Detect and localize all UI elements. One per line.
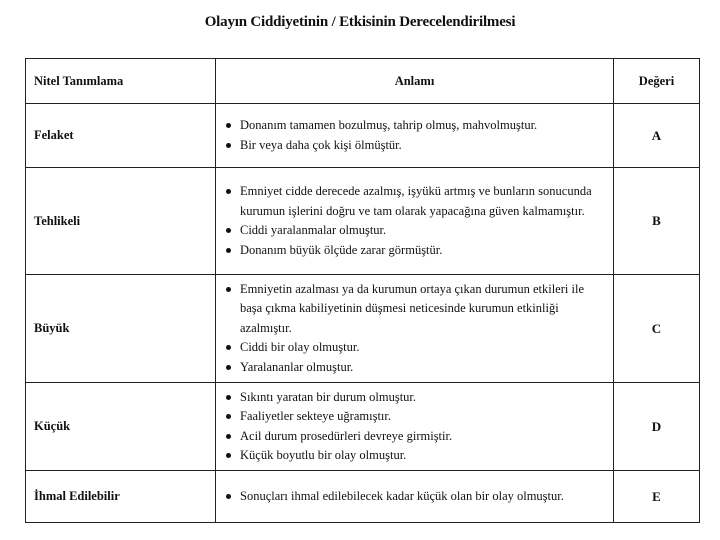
bullet-icon <box>226 494 231 499</box>
header-value: Değeri <box>614 59 700 104</box>
list-item <box>226 116 605 136</box>
list-item <box>226 241 605 261</box>
meaning-list <box>226 388 605 466</box>
list-item <box>226 388 605 408</box>
row-name: Felaket <box>26 104 216 168</box>
bullet-icon <box>226 143 231 148</box>
bullet-icon <box>226 345 231 350</box>
list-item <box>226 280 605 339</box>
page-title: Olayın Ciddiyetinin / Etkisinin Derecelendirilmesi <box>204 14 516 30</box>
list-item <box>226 407 605 427</box>
row-meaning <box>216 383 614 471</box>
bullet-icon <box>226 365 231 370</box>
header-name: Nitel Tanımlama <box>26 59 216 104</box>
list-item-text: Bir veya daha çok kişi ölmüştür. <box>240 137 402 152</box>
row-name: Küçük <box>26 383 216 471</box>
list-item-text: Donanım tamamen bozulmuş, tahrip olmuş, mahvolmuştur. <box>240 118 538 132</box>
table-row <box>26 383 700 471</box>
list-item <box>226 221 605 241</box>
table-body <box>26 104 700 523</box>
meaning-list <box>226 487 605 507</box>
meaning-list <box>226 182 605 260</box>
list-item-text: Ciddi yaralanmalar olmuştur. <box>240 223 387 237</box>
table-row <box>26 168 700 275</box>
row-value: D <box>614 383 700 471</box>
list-item-text: Yaralananlar olmuştur. <box>240 359 354 374</box>
list-item <box>226 136 605 156</box>
bullet-icon <box>226 414 231 419</box>
list-item-text: Ciddi bir olay olmuştur. <box>240 340 360 355</box>
table-header-row <box>26 59 700 104</box>
row-value: B <box>614 168 700 275</box>
bullet-icon <box>226 248 231 253</box>
header-meaning: Anlamı <box>216 59 614 104</box>
row-name: Tehlikeli <box>26 168 216 275</box>
bullet-icon <box>226 189 231 194</box>
row-value: C <box>614 275 700 383</box>
table-row <box>26 471 700 523</box>
severity-table <box>25 58 700 523</box>
bullet-icon <box>226 453 231 458</box>
table-row <box>26 275 700 383</box>
list-item-text: Acil durum prosedürleri devreye girmiştir. <box>240 428 453 443</box>
list-item-text: Küçük boyutlu bir olay olmuştur. <box>240 448 407 462</box>
list-item <box>226 446 605 466</box>
list-item-text: Donanım büyük ölçüde zarar görmüştür. <box>240 242 443 257</box>
row-meaning <box>216 104 614 168</box>
list-item-text: Sıkıntı yaratan bir durum olmuştur. <box>240 389 417 404</box>
row-meaning <box>216 471 614 523</box>
bullet-icon <box>226 287 231 292</box>
row-meaning <box>216 275 614 383</box>
row-value: A <box>614 104 700 168</box>
meaning-list <box>226 280 605 378</box>
bullet-icon <box>226 434 231 439</box>
list-item <box>226 427 605 447</box>
list-item-text: Sonuçları ihmal edilebilecek kadar küçük olan bir olay olmuştur. <box>240 488 564 503</box>
row-value: E <box>614 471 700 523</box>
bullet-icon <box>226 395 231 400</box>
row-name: İhmal Edilebilir <box>26 471 216 523</box>
bullet-icon <box>226 228 231 233</box>
list-item <box>226 358 605 378</box>
row-meaning <box>216 168 614 275</box>
list-item-text: Emniyet cidde derecede azalmış, işyükü artmış ve bunların sonucunda kurumun işlerini doğru ve tam olarak yapacağına güven kalmamıştır. <box>240 184 592 218</box>
bullet-icon <box>226 123 231 128</box>
list-item-text: Faaliyetler sekteye uğramıştır. <box>240 409 391 423</box>
meaning-list <box>226 116 605 155</box>
table-row <box>26 104 700 168</box>
list-item <box>226 487 605 507</box>
list-item-text: Emniyetin azalması ya da kurumun ortaya çıkan durumun etkileri ile başa çıkma kabiliyetinin düşmesi neticesinde kurumun etkinliği azalmıştır. <box>240 281 584 335</box>
list-item <box>226 182 605 221</box>
row-name: Büyük <box>26 275 216 383</box>
list-item <box>226 338 605 358</box>
